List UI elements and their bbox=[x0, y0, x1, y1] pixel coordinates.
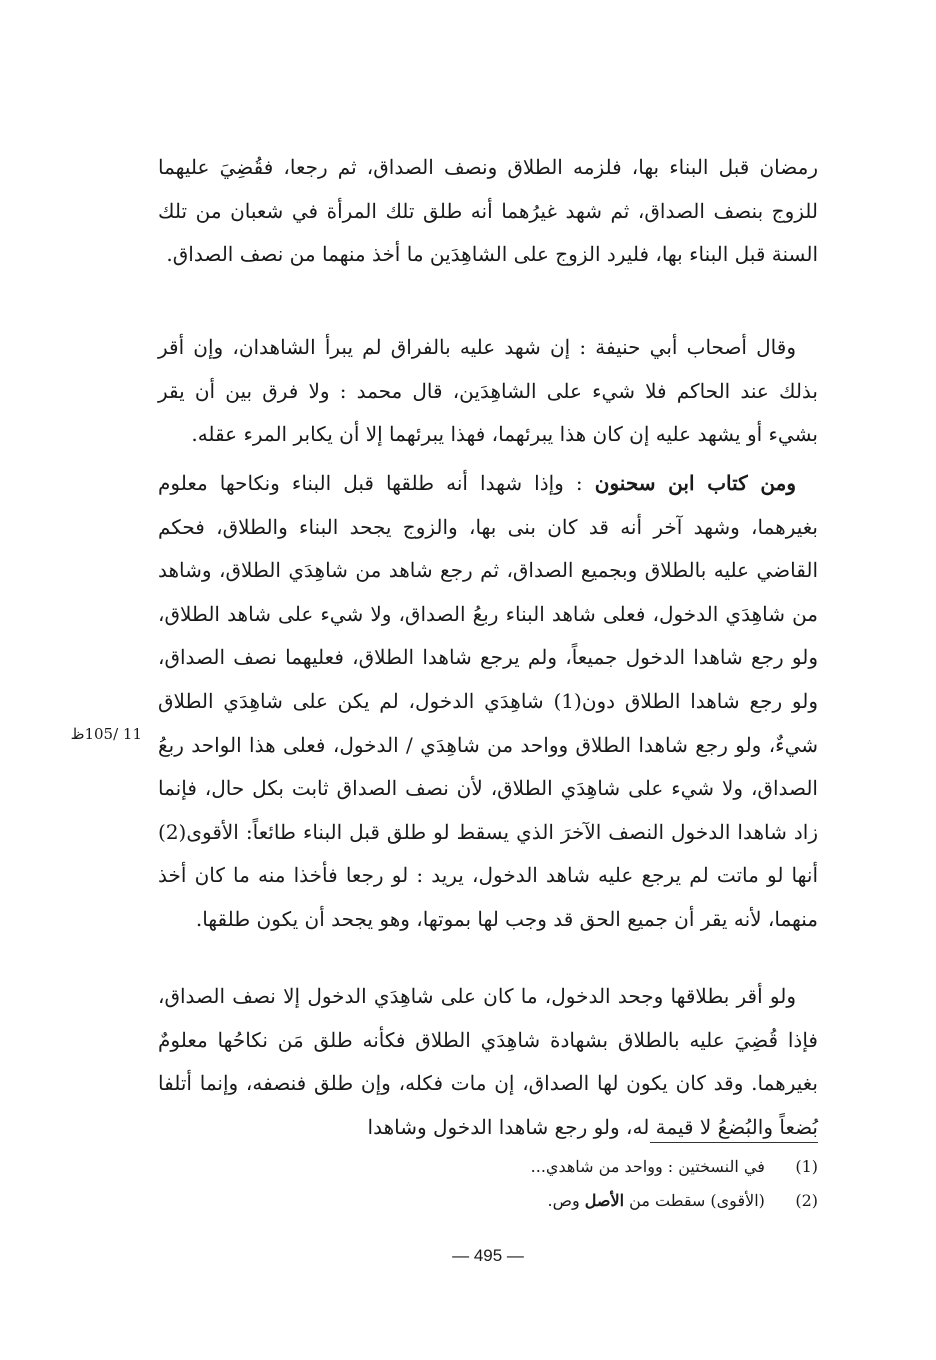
page-number: — 495 — bbox=[452, 1246, 524, 1265]
paragraph-2-text: وقال أصحاب أبي حنيفة : إن شهد عليه بالفراق لم يبرأ الشاهدان، وإن أقر بذلك عند الحاكم فلا شيء على الشاهِدَين، قال محمد : ولا فرق بين أن يقر بشيء أو يشهد عليه إن كان هذا يبرئهما، فهذا يبرئهما إلا أن يكابر المرء عقله. bbox=[158, 335, 818, 447]
footnote-1-text: في النسختين : وواحد من شاهدي... bbox=[530, 1157, 765, 1176]
source-heading: ومن كتاب ابن سحنون bbox=[594, 471, 796, 495]
footnote-2-text-before: (الأقوى) سقطت من bbox=[624, 1191, 765, 1210]
paragraph-3 bbox=[158, 462, 818, 942]
footnotes bbox=[360, 1150, 818, 1218]
footnote-2-text-bold: الأصل bbox=[584, 1191, 625, 1210]
footnote-1-number: (1) bbox=[795, 1157, 818, 1176]
paragraph-1 bbox=[158, 146, 818, 277]
manuscript-folio-note: 11 /105ظ bbox=[70, 725, 142, 743]
paragraph-4 bbox=[158, 975, 818, 1149]
paragraph-2 bbox=[158, 326, 818, 457]
footnote-divider bbox=[650, 1142, 818, 1143]
footnote-2-text-after: وص. bbox=[547, 1191, 585, 1210]
footnote-2 bbox=[360, 1184, 818, 1218]
footnote-2-number: (2) bbox=[795, 1191, 818, 1210]
paragraph-3-text: : وإذا شهدا أنه طلقها قبل البناء ونكاحها معلوم بغيرهما، وشهد آخر أنه قد كان بنى بها، والزوج يجحد البناء والطلاق، فحكم القاضي عليه بالطلاق وبجميع الصداق، ثم رجع شاهد من شاهِدَي الطلاق، وشاهد من شاهِدَي الدخول، فعلى شاهد البناء ربعُ الصداق، ولا شيء على شاهد الطلاق، ولو رجع شاهدا الدخول جميعاً، ولم يرجع شاهدا الطلاق، فعليهما نصف الصداق، ولو رجع شاهدا الطلاق دون(1) شاهِدَي الدخول، لم يكن على شاهِدَي الطلاق شيءٌ، ولو رجع شاهدا الطلاق وواحد من شاهِدَي / الدخول، فعلى هذا الواحد ربعُ الصداق، ولا شيء على شاهِدَي الطلاق، لأن نصف الصداق ثابت بكل حال، فإنما زاد شاهدا الدخول النصف الآخرَ الذي يسقط لو طلق قبل البناء طائعاً: الأقوى(2) أنها لو ماتت لم يرجع عليه شاهد الدخول، يريد : لو رجعا فأخذا منه ما كان أخذ منهما، لأنه يقر أن جميع الحق قد وجب لها بموتها، وهو يجحد أن يكون طلقها. bbox=[158, 471, 818, 931]
paragraph-1-text: رمضان قبل البناء بها، فلزمه الطلاق ونصف الصداق، ثم رجعا، فقُضِيَ عليهما للزوج بنصف الصداق، ثم شهد غيرُهما أنه طلق تلك المرأة في شعبان من تلك السنة قبل البناء بها، فليرد الزوج على الشاهِدَين ما أخذ منهما من نصف الصداق. bbox=[158, 155, 818, 267]
paragraph-4-text: ولو أقر بطلاقها وجحد الدخول، ما كان على شاهِدَي الدخول إلا نصف الصداق، فإذا قُضِيَ عليه بالطلاق بشهادة شاهِدَي الطلاق فكأنه طلق مَن نكاحُها معلومٌ بغيرهما. وقد كان يكون لها الصداق، إن مات فكله، وإن طلق فنصفه، وإنما أتلفا بُضعاً والبُضعُ لا قيمة له، ولو رجع شاهدا الدخول وشاهدا bbox=[158, 984, 818, 1139]
footnote-1 bbox=[360, 1150, 818, 1184]
